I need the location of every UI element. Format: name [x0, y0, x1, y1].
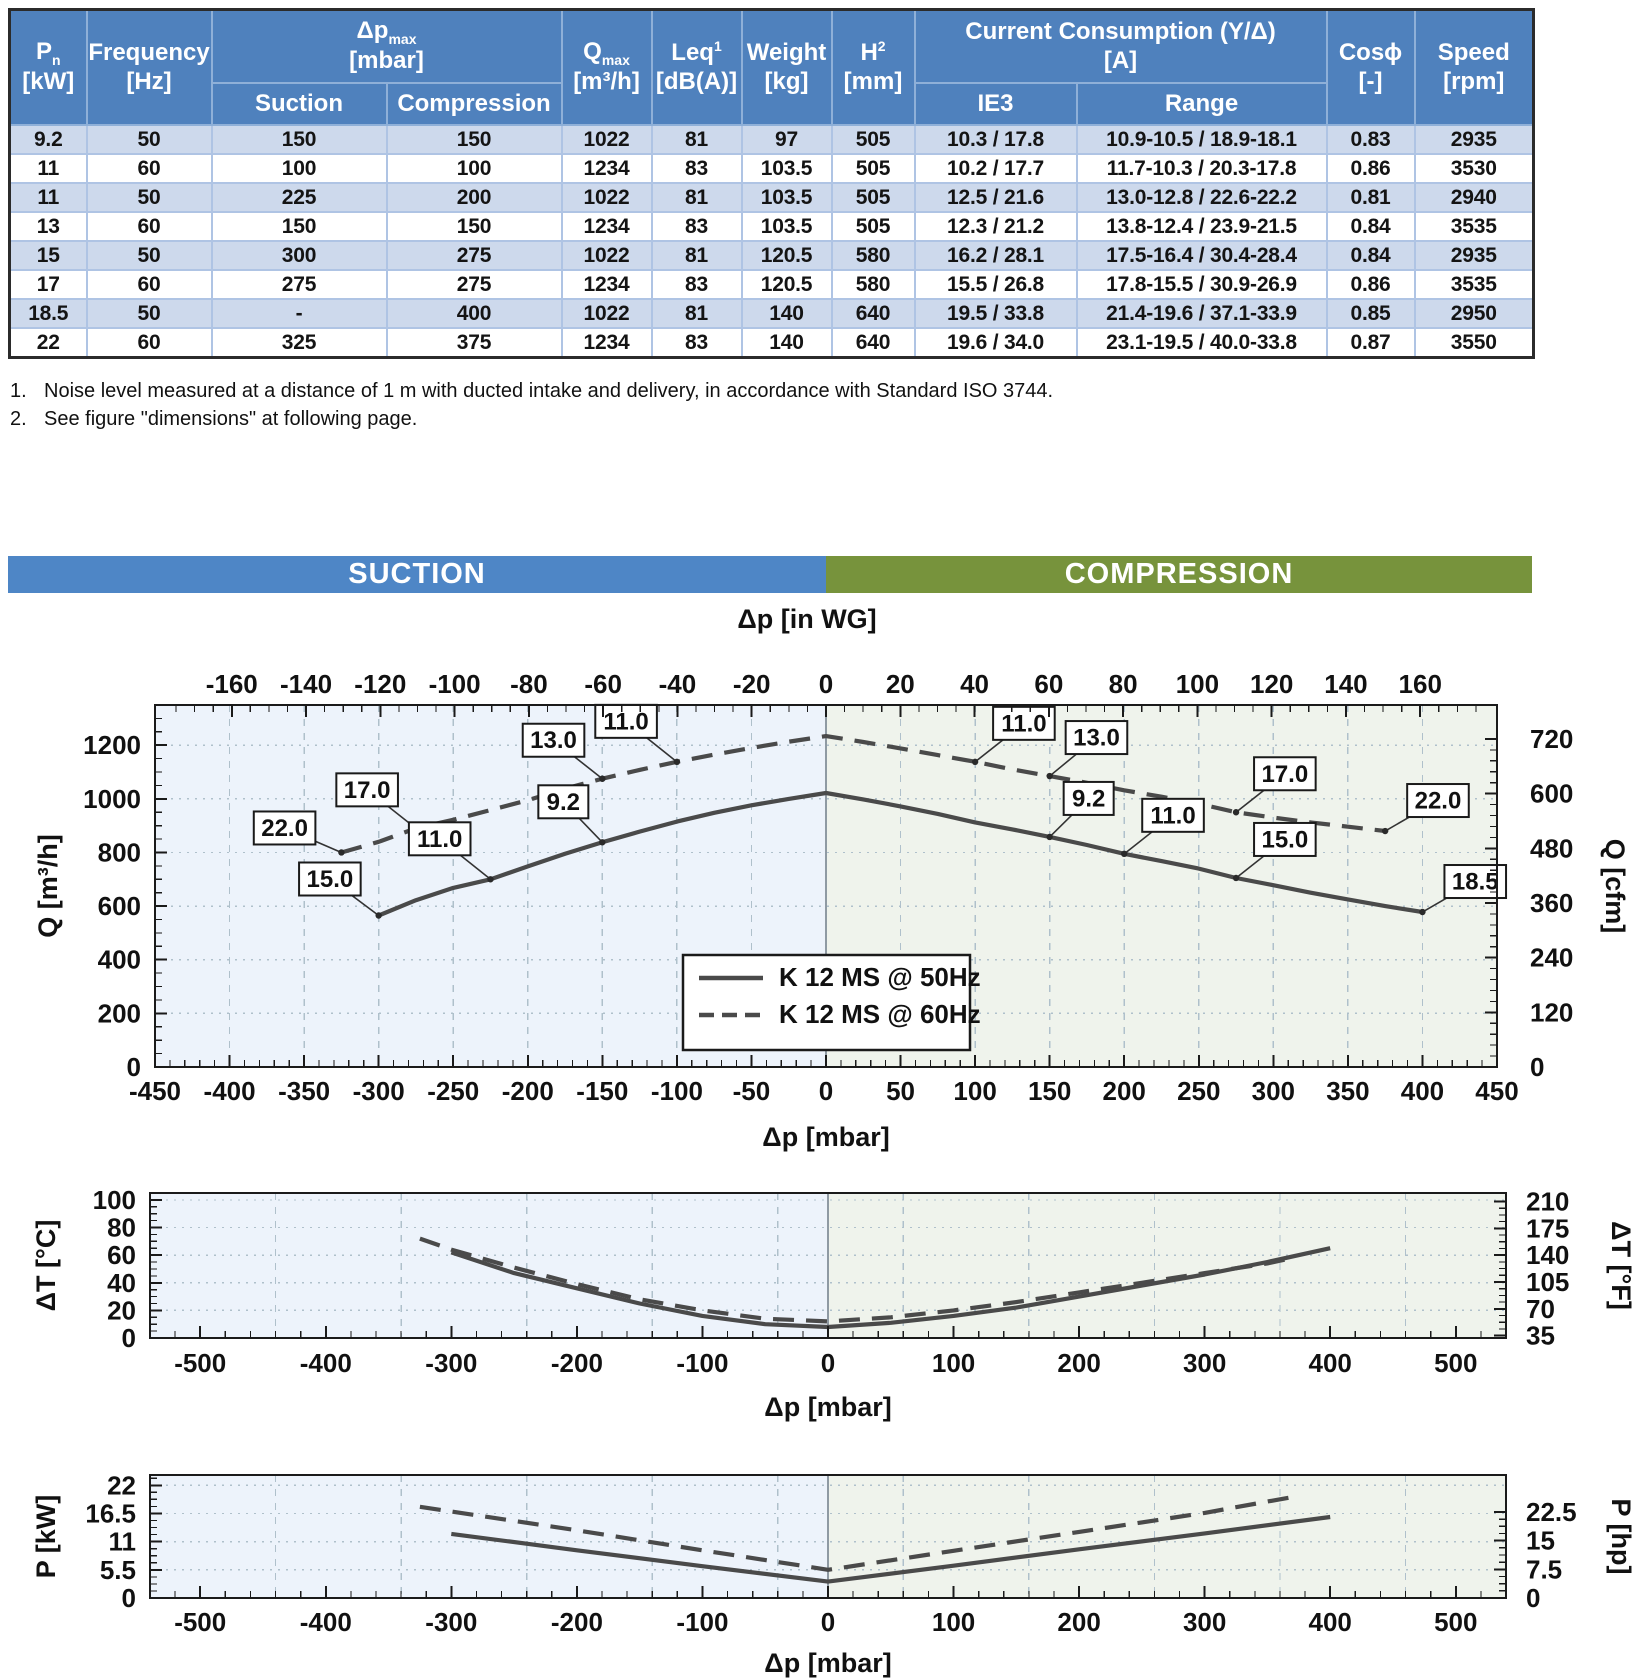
table-cell: 0.86 [1327, 154, 1415, 183]
table-cell: 120.5 [742, 270, 832, 299]
table-cell: 150 [387, 212, 562, 241]
svg-text:-40: -40 [658, 669, 697, 699]
chart-q-flow [33, 604, 1630, 1152]
svg-text:11.0: 11.0 [1150, 802, 1196, 830]
svg-text:5.5: 5.5 [99, 1554, 136, 1585]
svg-text:250: 250 [1177, 1076, 1221, 1106]
point-label [1064, 782, 1114, 815]
svg-text:600: 600 [97, 891, 141, 922]
table-cell: 83 [652, 212, 742, 241]
svg-text:-200: -200 [550, 1607, 603, 1637]
column-subheader: Suction [212, 83, 387, 125]
table-cell: 150 [212, 212, 387, 241]
svg-text:-100: -100 [676, 1348, 729, 1378]
svg-text:70: 70 [1526, 1293, 1555, 1324]
footnote-number: 2. [10, 408, 27, 430]
table-row [10, 328, 1534, 358]
svg-text:0: 0 [121, 1323, 136, 1353]
svg-text:300: 300 [1251, 1076, 1296, 1106]
svg-text:15.0: 15.0 [306, 865, 354, 893]
svg-text:22.5: 22.5 [1526, 1497, 1577, 1528]
svg-text:0: 0 [820, 1348, 836, 1378]
table-cell: 83 [652, 328, 742, 358]
svg-text:500: 500 [1434, 1348, 1478, 1378]
table-cell: 103.5 [742, 154, 832, 183]
svg-text:350: 350 [1326, 1076, 1370, 1106]
point-label [1407, 784, 1469, 817]
table-cell: 1234 [562, 154, 652, 183]
svg-text:35: 35 [1526, 1320, 1555, 1351]
svg-text:17.0: 17.0 [343, 776, 391, 804]
compression-banner: COMPRESSION [826, 556, 1532, 593]
table-cell: 275 [387, 241, 562, 270]
svg-text:-100: -100 [650, 1076, 703, 1106]
table-cell: 11.7-10.3 / 20.3-17.8 [1077, 154, 1327, 183]
svg-text:18.5: 18.5 [1451, 868, 1499, 896]
table-cell: 0.87 [1327, 328, 1415, 358]
point-label [538, 785, 588, 818]
table-cell: 2935 [1415, 241, 1534, 270]
table-row [10, 270, 1534, 299]
table-cell: 83 [652, 270, 742, 299]
table-cell: 100 [387, 154, 562, 183]
svg-text:0: 0 [820, 1607, 836, 1637]
table-cell: 140 [742, 328, 832, 358]
table-cell: 2940 [1415, 183, 1534, 212]
svg-text:0: 0 [818, 669, 834, 699]
svg-text:100: 100 [1175, 669, 1220, 699]
table-cell: 0.84 [1327, 212, 1415, 241]
table-cell: 300 [212, 241, 387, 270]
svg-text:-80: -80 [510, 669, 548, 699]
table-cell: 50 [87, 183, 212, 212]
svg-text:360: 360 [1530, 887, 1574, 918]
svg-text:22.0: 22.0 [261, 814, 308, 842]
table-cell: 3535 [1415, 212, 1534, 241]
table-cell: 1022 [562, 183, 652, 212]
table-cell: 505 [832, 125, 915, 154]
svg-text:11: 11 [108, 1526, 136, 1557]
table-cell: 60 [87, 212, 212, 241]
table-cell: 1234 [562, 270, 652, 299]
footnote-number: 1. [10, 380, 27, 402]
svg-text:80: 80 [107, 1212, 136, 1243]
svg-text:ΔT [°F]: ΔT [°F] [1606, 1221, 1636, 1310]
table-cell: 97 [742, 125, 832, 154]
table-cell: 11 [10, 183, 87, 212]
svg-text:0: 0 [1530, 1052, 1545, 1082]
table-cell: 10.2 / 17.7 [915, 154, 1077, 183]
point-label [1254, 757, 1316, 790]
table-cell: 11 [10, 154, 87, 183]
svg-text:-350: -350 [278, 1076, 331, 1106]
svg-text:20: 20 [885, 669, 915, 699]
section-banner [8, 556, 1532, 593]
table-cell: 140 [742, 299, 832, 328]
table-cell: 9.2 [10, 125, 87, 154]
table-cell: 275 [387, 270, 562, 299]
svg-text:-500: -500 [174, 1348, 227, 1378]
svg-text:600: 600 [1530, 778, 1574, 809]
svg-text:140: 140 [1526, 1240, 1570, 1271]
point-label [523, 724, 585, 757]
table-cell: 150 [212, 125, 387, 154]
svg-text:175: 175 [1526, 1213, 1570, 1244]
svg-text:150: 150 [1027, 1076, 1072, 1106]
svg-text:400: 400 [1400, 1076, 1445, 1106]
suction-banner: SUCTION [8, 556, 826, 593]
svg-text:9.2: 9.2 [546, 788, 581, 816]
table-cell: 50 [87, 241, 212, 270]
svg-text:240: 240 [1530, 942, 1574, 973]
table-cell: 60 [87, 270, 212, 299]
svg-text:80: 80 [1108, 669, 1138, 699]
svg-text:800: 800 [97, 837, 141, 868]
svg-text:400: 400 [1308, 1607, 1352, 1637]
svg-text:140: 140 [1324, 669, 1368, 699]
table-cell: 18.5 [10, 299, 87, 328]
svg-text:P [hp]: P [hp] [1606, 1498, 1636, 1575]
svg-text:-400: -400 [299, 1348, 352, 1378]
svg-text:210: 210 [1526, 1186, 1570, 1217]
svg-text:480: 480 [1530, 833, 1574, 864]
table-cell: 60 [87, 328, 212, 358]
svg-text:-20: -20 [732, 669, 771, 699]
footnote-1 [10, 377, 1053, 405]
svg-text:120: 120 [1530, 997, 1574, 1028]
svg-text:-60: -60 [584, 669, 622, 699]
svg-text:50: 50 [886, 1076, 916, 1106]
table-cell: 23.1-19.5 / 40.0-33.8 [1077, 328, 1327, 358]
table-cell: 275 [212, 270, 387, 299]
svg-text:0: 0 [1526, 1583, 1541, 1613]
column-header: Frequency [Hz] [87, 10, 212, 126]
svg-text:-120: -120 [354, 669, 407, 699]
column-header: Cosϕ [-] [1327, 10, 1415, 126]
table-cell: 15 [10, 241, 87, 270]
table-cell: 1022 [562, 241, 652, 270]
svg-text:Δp [mbar]: Δp [mbar] [764, 1648, 892, 1678]
table-cell: 103.5 [742, 212, 832, 241]
table-cell: 15.5 / 26.8 [915, 270, 1077, 299]
svg-text:-300: -300 [425, 1607, 478, 1637]
table-cell: 10.3 / 17.8 [915, 125, 1077, 154]
table-cell: 400 [387, 299, 562, 328]
column-header: Current Consumption (Y/Δ) [A] [915, 10, 1327, 84]
svg-text:16.5: 16.5 [85, 1498, 136, 1529]
svg-text:Q [cfm]: Q [cfm] [1600, 838, 1630, 934]
svg-text:1000: 1000 [83, 783, 141, 814]
svg-text:K 12 MS @ 50Hz: K 12 MS @ 50Hz [779, 962, 981, 992]
table-cell: 17.8-15.5 / 30.9-26.9 [1077, 270, 1327, 299]
svg-text:-50: -50 [732, 1076, 771, 1106]
svg-text:40: 40 [960, 669, 990, 699]
table-cell: 81 [652, 125, 742, 154]
svg-text:100: 100 [931, 1607, 976, 1637]
point-label [993, 707, 1055, 740]
table-row [10, 125, 1534, 154]
svg-text:450: 450 [1475, 1076, 1519, 1106]
table-cell: 17.5-16.4 / 30.4-28.4 [1077, 241, 1327, 270]
svg-text:120: 120 [1249, 669, 1294, 699]
svg-text:P [kW]: P [kW] [31, 1494, 61, 1579]
footnote-text: See figure "dimensions" at following page. [44, 408, 418, 430]
table-row [10, 299, 1534, 328]
svg-text:300: 300 [1182, 1348, 1227, 1378]
table-cell: - [212, 299, 387, 328]
table-cell: 17 [10, 270, 87, 299]
table-cell: 580 [832, 270, 915, 299]
column-header: $Q_{max}$ [m³/h] [562, 10, 652, 126]
table-row [10, 154, 1534, 183]
table-cell: 3535 [1415, 270, 1534, 299]
table-cell: 200 [387, 183, 562, 212]
svg-text:720: 720 [1530, 723, 1574, 754]
svg-text:60: 60 [107, 1240, 136, 1271]
footnote-text: Noise level measured at a distance of 1 m with ducted intake and delivery, in accordance with Standard ISO 3744. [44, 380, 1054, 402]
svg-text:Δp [mbar]: Δp [mbar] [762, 1122, 890, 1152]
table-cell: 375 [387, 328, 562, 358]
point-label [409, 822, 471, 855]
column-header: Weight [kg] [742, 10, 832, 126]
svg-text:-100: -100 [676, 1607, 729, 1637]
table-cell: 0.85 [1327, 299, 1415, 328]
svg-text:17.0: 17.0 [1261, 760, 1309, 788]
svg-text:-300: -300 [425, 1348, 478, 1378]
column-header: Leq$^1$ [dB(A)] [652, 10, 742, 126]
table-cell: 13.0-12.8 / 22.6-22.2 [1077, 183, 1327, 212]
table-cell: 505 [832, 183, 915, 212]
svg-text:200: 200 [1057, 1607, 1101, 1637]
table-cell: 16.2 / 28.1 [915, 241, 1077, 270]
table-cell: 3550 [1415, 328, 1534, 358]
table-cell: 12.5 / 21.6 [915, 183, 1077, 212]
svg-text:7.5: 7.5 [1526, 1554, 1563, 1585]
svg-text:-500: -500 [174, 1607, 227, 1637]
svg-text:Δp [mbar]: Δp [mbar] [764, 1392, 892, 1422]
table-cell: 505 [832, 212, 915, 241]
svg-text:Δp [in WG]: Δp [in WG] [737, 604, 877, 634]
svg-text:40: 40 [107, 1267, 136, 1298]
table-cell: 22 [10, 328, 87, 358]
point-label [336, 773, 398, 806]
svg-text:-400: -400 [203, 1076, 256, 1106]
svg-text:-250: -250 [427, 1076, 480, 1106]
table-cell: 50 [87, 125, 212, 154]
svg-text:22.0: 22.0 [1414, 787, 1462, 815]
point-label [254, 811, 316, 844]
svg-text:-400: -400 [299, 1607, 352, 1637]
svg-text:13.0: 13.0 [1073, 724, 1120, 752]
svg-text:160: 160 [1398, 669, 1442, 699]
table-cell: 580 [832, 241, 915, 270]
table-cell: 81 [652, 299, 742, 328]
chart-delta-t [31, 1185, 1636, 1422]
table-cell: 83 [652, 154, 742, 183]
table-cell: 1022 [562, 125, 652, 154]
svg-text:-450: -450 [128, 1076, 182, 1106]
svg-text:-100: -100 [428, 669, 481, 699]
svg-text:-160: -160 [205, 669, 258, 699]
table-cell: 60 [87, 154, 212, 183]
svg-text:200: 200 [97, 998, 141, 1029]
table-cell: 505 [832, 154, 915, 183]
table-row [10, 212, 1534, 241]
svg-text:300: 300 [1182, 1607, 1227, 1637]
table-cell: 0.81 [1327, 183, 1415, 212]
table-cell: 3530 [1415, 154, 1534, 183]
point-label [595, 705, 657, 738]
svg-text:20: 20 [107, 1295, 136, 1326]
svg-text:400: 400 [1308, 1348, 1352, 1378]
table-cell: 225 [212, 183, 387, 212]
svg-text:9.2: 9.2 [1071, 785, 1106, 813]
column-header: $\Delta p_{max}$ [mbar] [212, 10, 562, 84]
table-cell: 19.5 / 33.8 [915, 299, 1077, 328]
svg-text:Q [m³/h]: Q [m³/h] [33, 834, 63, 938]
table-cell: 640 [832, 328, 915, 358]
table-cell: 0.83 [1327, 125, 1415, 154]
column-header: Speed [rpm] [1415, 10, 1534, 126]
table-cell: 81 [652, 183, 742, 212]
point-label [1142, 799, 1204, 832]
svg-text:11.0: 11.0 [1001, 710, 1047, 738]
column-subheader: IE3 [915, 83, 1077, 125]
table-cell: 13.8-12.4 / 23.9-21.5 [1077, 212, 1327, 241]
footnotes [10, 377, 1053, 433]
svg-text:11.0: 11.0 [417, 825, 463, 853]
svg-text:-200: -200 [550, 1348, 603, 1378]
column-subheader: Compression [387, 83, 562, 125]
svg-text:200: 200 [1057, 1348, 1101, 1378]
svg-text:0: 0 [126, 1052, 141, 1082]
point-label [299, 862, 361, 895]
table-cell: 120.5 [742, 241, 832, 270]
point-label [1066, 721, 1128, 754]
table-cell: 21.4-19.6 / 37.1-33.9 [1077, 299, 1327, 328]
table-cell: 150 [387, 125, 562, 154]
table-row [10, 183, 1534, 212]
svg-text:K 12 MS @ 60Hz: K 12 MS @ 60Hz [779, 999, 981, 1029]
svg-text:-150: -150 [576, 1076, 629, 1106]
svg-text:11.0: 11.0 [603, 708, 649, 736]
svg-text:100: 100 [931, 1348, 976, 1378]
table-cell: 1022 [562, 299, 652, 328]
point-label [1254, 823, 1316, 856]
column-header: $H^2$ [mm] [832, 10, 915, 126]
table-cell: 0.86 [1327, 270, 1415, 299]
table-cell: 50 [87, 299, 212, 328]
legend [683, 955, 981, 1050]
svg-text:-200: -200 [501, 1076, 554, 1106]
column-subheader: Range [1077, 83, 1327, 125]
table-cell: 81 [652, 241, 742, 270]
column-header: $P_n$ [kW] [10, 10, 87, 126]
table-cell: 12.3 / 21.2 [915, 212, 1077, 241]
svg-text:200: 200 [1102, 1076, 1146, 1106]
svg-text:100: 100 [92, 1184, 136, 1215]
svg-text:ΔT [°C]: ΔT [°C] [31, 1219, 61, 1312]
svg-text:13.0: 13.0 [530, 727, 577, 755]
svg-text:0: 0 [818, 1076, 834, 1106]
table-cell: 0.84 [1327, 241, 1415, 270]
chart-power [31, 1470, 1636, 1678]
svg-text:0: 0 [121, 1583, 136, 1613]
svg-text:105: 105 [1526, 1266, 1570, 1297]
table-cell: 1234 [562, 328, 652, 358]
svg-text:15.0: 15.0 [1261, 826, 1309, 854]
spec-table [8, 8, 1535, 359]
table-cell: 1234 [562, 212, 652, 241]
svg-text:1200: 1200 [83, 730, 141, 761]
table-row [10, 241, 1534, 270]
svg-text:60: 60 [1034, 669, 1064, 699]
svg-text:100: 100 [953, 1076, 997, 1106]
table-cell: 10.9-10.5 / 18.9-18.1 [1077, 125, 1327, 154]
table-cell: 103.5 [742, 183, 832, 212]
table-cell: 100 [212, 154, 387, 183]
svg-text:-300: -300 [352, 1076, 405, 1106]
table-cell: 325 [212, 328, 387, 358]
svg-text:400: 400 [97, 944, 141, 975]
table-cell: 640 [832, 299, 915, 328]
table-cell: 19.6 / 34.0 [915, 328, 1077, 358]
table-cell: 13 [10, 212, 87, 241]
svg-text:15: 15 [1526, 1525, 1555, 1556]
svg-text:500: 500 [1434, 1607, 1478, 1637]
table-cell: 2935 [1415, 125, 1534, 154]
svg-text:22: 22 [107, 1470, 136, 1501]
footnote-2 [10, 405, 1053, 433]
table-cell: 2950 [1415, 299, 1534, 328]
svg-text:-140: -140 [280, 669, 333, 699]
